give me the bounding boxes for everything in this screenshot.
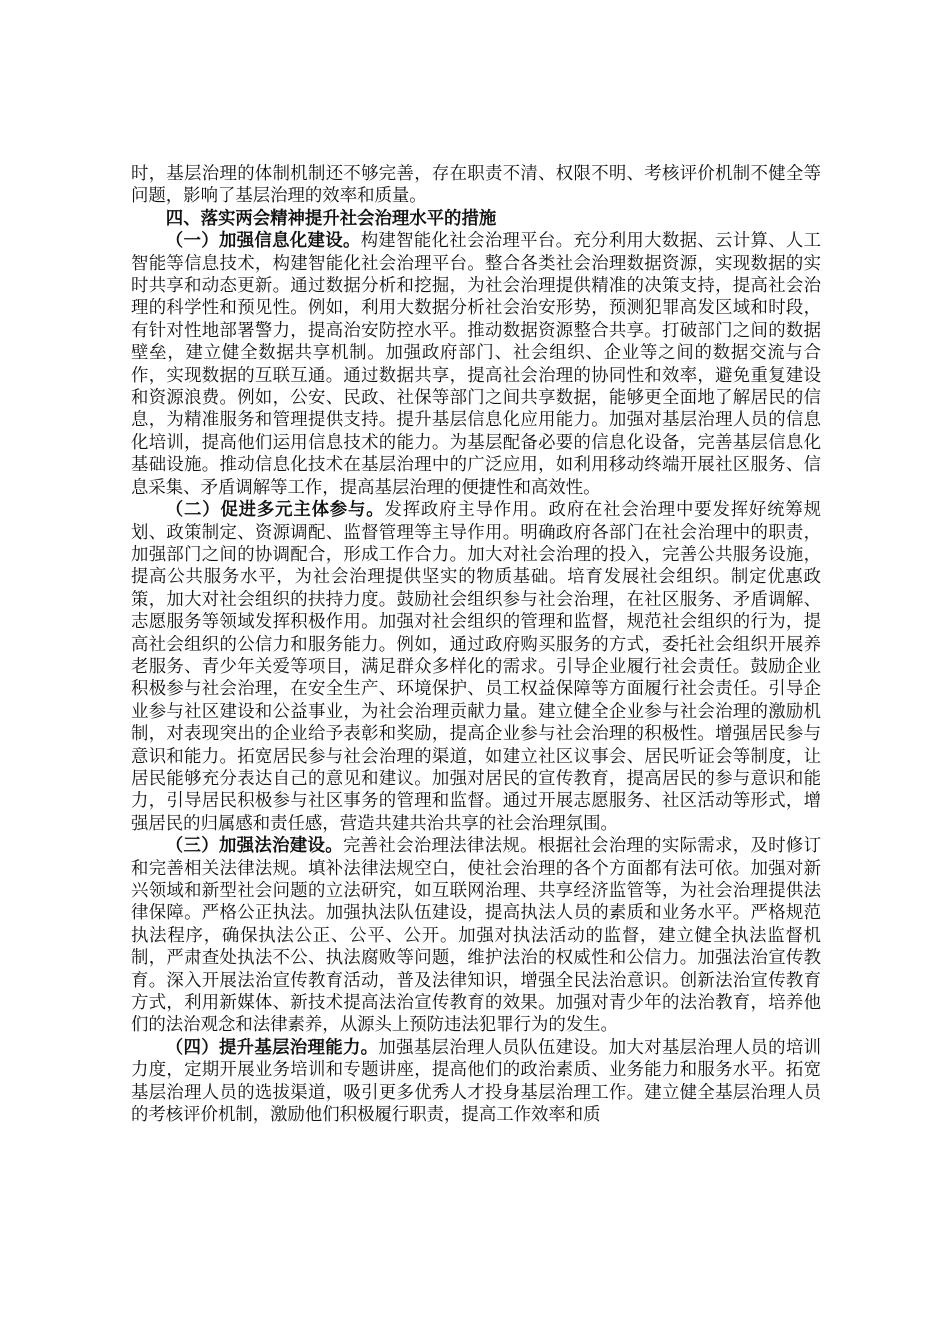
- section-heading: 四、落实两会精神提升社会治理水平的措施: [165, 208, 497, 229]
- paragraph-lead: （一）加强信息化建设。: [165, 231, 361, 252]
- paragraph-lead: （四）提升基层治理能力。: [165, 1037, 379, 1058]
- paragraph-body: 加强基层治理人员队伍建设。加大对基层治理人员的培训力度，定期开展业务培训和专题讲座，提高他们的政治素质、业务能力和服务水平。拓宽基层治理人员的选拔渠道，吸引更多优秀人才投身基层治理工作。建立健全基层治理人员的考核评价机制，激励他们积极履行职责，提高工作效率和质: [131, 1037, 821, 1126]
- document-page: [131, 163, 821, 1126]
- paragraph-grassroots: [131, 1037, 821, 1127]
- paragraph-body: 发挥政府主导作用。政府在社会治理中要发挥好统筹规划、政策制定、资源调配、监督管理等主导作用。明确政府各部门在社会治理中的职责，加强部门之间的协调配合，形成工作合力。加大对社会治理的投入，完善公共服务设施，提高公共服务水平，为社会治理提供坚实的物质基础。培育发展社会组织。制定优惠政策，加大对社会组织的扶持力度。鼓励社会组织参与社会治理，在社区服务、矛盾调解、志愿服务等领域发挥积极作用。加强对社会组织的管理和监督，规范社会组织的行为，提高社会组织的公信力和服务能力。例如，通过政府购买服务的方式，委托社会组织开展养老服务、青少年关爱等项目，满足群众多样化的需求。引导企业履行社会责任。鼓励企业积极参与社会治理，在安全生产、环境保护、员工权益保障等方面履行社会责任。引导企业参与社区建设和公益事业，为社会治理贡献力量。建立健全企业参与社会治理的激励机制，对表现突出的企业给予表彰和奖励，提高企业参与社会治理的积极性。增强居民参与意识和能力。拓宽居民参与社会治理的渠道，如建立社区议事会、居民听证会等制度，让居民能够充分表达自己的意见和建议。加强对居民的宣传教育，提高居民的参与意识和能力，引导居民积极参与社区事务的管理和监督。通过开展志愿服务、社区活动等形式，增强居民的归属感和责任感，营造共建共治共享的社会治理氛围。: [131, 500, 821, 834]
- paragraph-rule-of-law: [131, 835, 821, 1037]
- paragraph-body: 完善社会治理法律法规。根据社会治理的实际需求，及时修订和完善相关法律法规。填补法律法规空白，使社会治理的各个方面都有法可依。加强对新兴领域和新型社会问题的立法研究，如互联网治理、共享经济监管等，为社会治理提供法律保障。严格公正执法。加强执法队伍建设，提高执法人员的素质和业务水平。严格规范执法程序，确保执法公正、公平、公开。加强对执法活动的监督，建立健全执法监督机制，严肃查处执法不公、执法腐败等问题，维护法治的权威性和公信力。加强法治宣传教育。深入开展法治宣传教育活动，普及法律知识，增强全民法治意识。创新法治宣传教育方式，利用新媒体、新技术提高法治宣传教育的效果。加强对青少年的法治教育，培养他们的法治观念和法律素养，从源头上预防违法犯罪行为的发生。: [131, 836, 821, 1036]
- intro-paragraph: 时，基层治理的体制机制还不够完善，存在职责不清、权限不明、考核评价机制不健全等问题，影响了基层治理的效率和质量。: [131, 164, 821, 207]
- paragraph-lead: （二）促进多元主体参与。: [165, 500, 385, 521]
- paragraph-multi-party: [131, 499, 821, 835]
- paragraph-body: 构建智能化社会治理平台。充分利用大数据、云计算、人工智能等信息技术，构建智能化社会治理平台。整合各类社会治理数据资源，实现数据的实时共享和动态更新。通过数据分析和挖掘，为社会治理提供精准的决策支持，提高社会治理的科学性和预见性。例如，利用大数据分析社会治安形势，预测犯罪高发区域和时段，有针对性地部署警力，提高治安防控水平。推动数据资源整合共享。打破部门之间的数据壁垒，建立健全数据共享机制。加强政府部门、社会组织、企业等之间的数据交流与合作，实现数据的互联互通。通过数据共享，提高社会治理的协同性和效率，避免重复建设和资源浪费。例如，公安、民政、社保等部门之间共享数据，能够更全面地了解居民的信息，为精准服务和管理提供支持。提升基层信息化应用能力。加强对基层治理人员的信息化培训，提高他们运用信息技术的能力。为基层配备必要的信息化设备，完善基层信息化基础设施。推动信息化技术在基层治理中的广泛应用，如利用移动终端开展社区服务、信息采集、矛盾调解等工作，提高基层治理的便捷性和高效性。: [131, 231, 821, 498]
- paragraph-informatization: [131, 230, 821, 499]
- paragraph-lead: （三）加强法治建设。: [165, 836, 343, 857]
